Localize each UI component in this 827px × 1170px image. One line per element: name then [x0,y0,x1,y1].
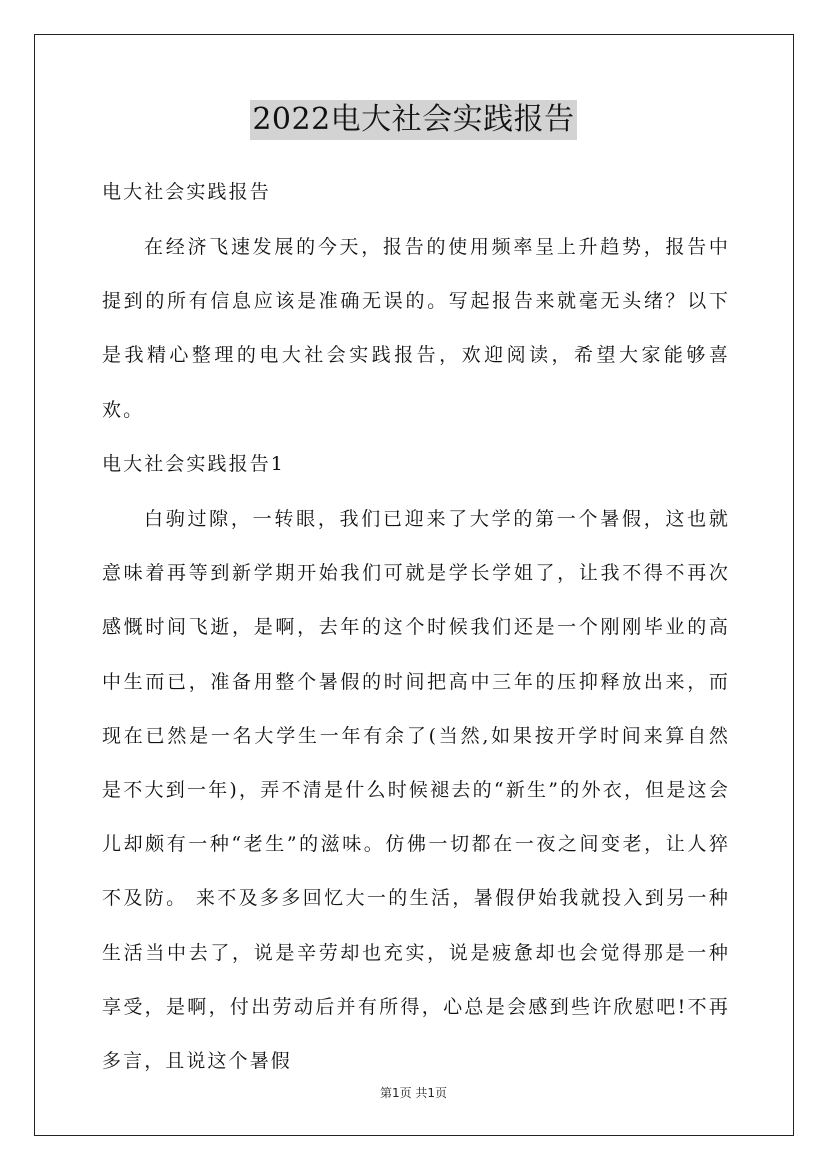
intro-paragraph: 在经济飞速发展的今天，报告的使用频率呈上升趋势，报告中提到的所有信息应该是准确无误的。写起报告来就毫无头绪？以下是我精心整理的电大社会实践报告，欢迎阅读，希望大家能够喜欢。 [102,236,730,421]
intro-heading: 电大社会实践报告 [102,181,271,203]
intro-heading-block [102,180,730,204]
document-title: 2022电大社会实践报告 [250,100,576,140]
intro-paragraph-block [102,220,730,437]
page-footer [0,1084,827,1101]
section1-heading-block [102,452,730,476]
section1-paragraph-block [102,492,730,1088]
section1-paragraph: 白驹过隙，一转眼，我们已迎来了大学的第一个暑假，这也就意味着再等到新学期开始我们可就是学长学姐了，让我不得不再次感慨时间飞逝，是啊，去年的这个时候我们还是一个刚刚毕业的高中生而已，准备用整个暑假的时间把高中三年的压抑释放出来，而现在已然是一名大学生一年有余了(当然,如果按开学时间来算自然是不大到一年)，弄不清是什么时候褪去的“新生”的外衣，但是这会儿却颇有一种“老生”的滋味。仿佛一切都在一夜之间变老，让人猝不及防。 来不及多多回忆大一的生活，暑假伊始我就投入到另一种生活当中去了，说是辛劳却也充实，说是疲惫却也会觉得那是一种享受，是啊，付出劳动后并有所得，心总是会感到些许欣慰吧!不再多言，且说这个暑假 [102,508,730,1073]
section1-heading: 电大社会实践报告1 [102,453,285,475]
page-number: 第1页 共1页 [379,1086,448,1100]
title-container [0,100,827,140]
